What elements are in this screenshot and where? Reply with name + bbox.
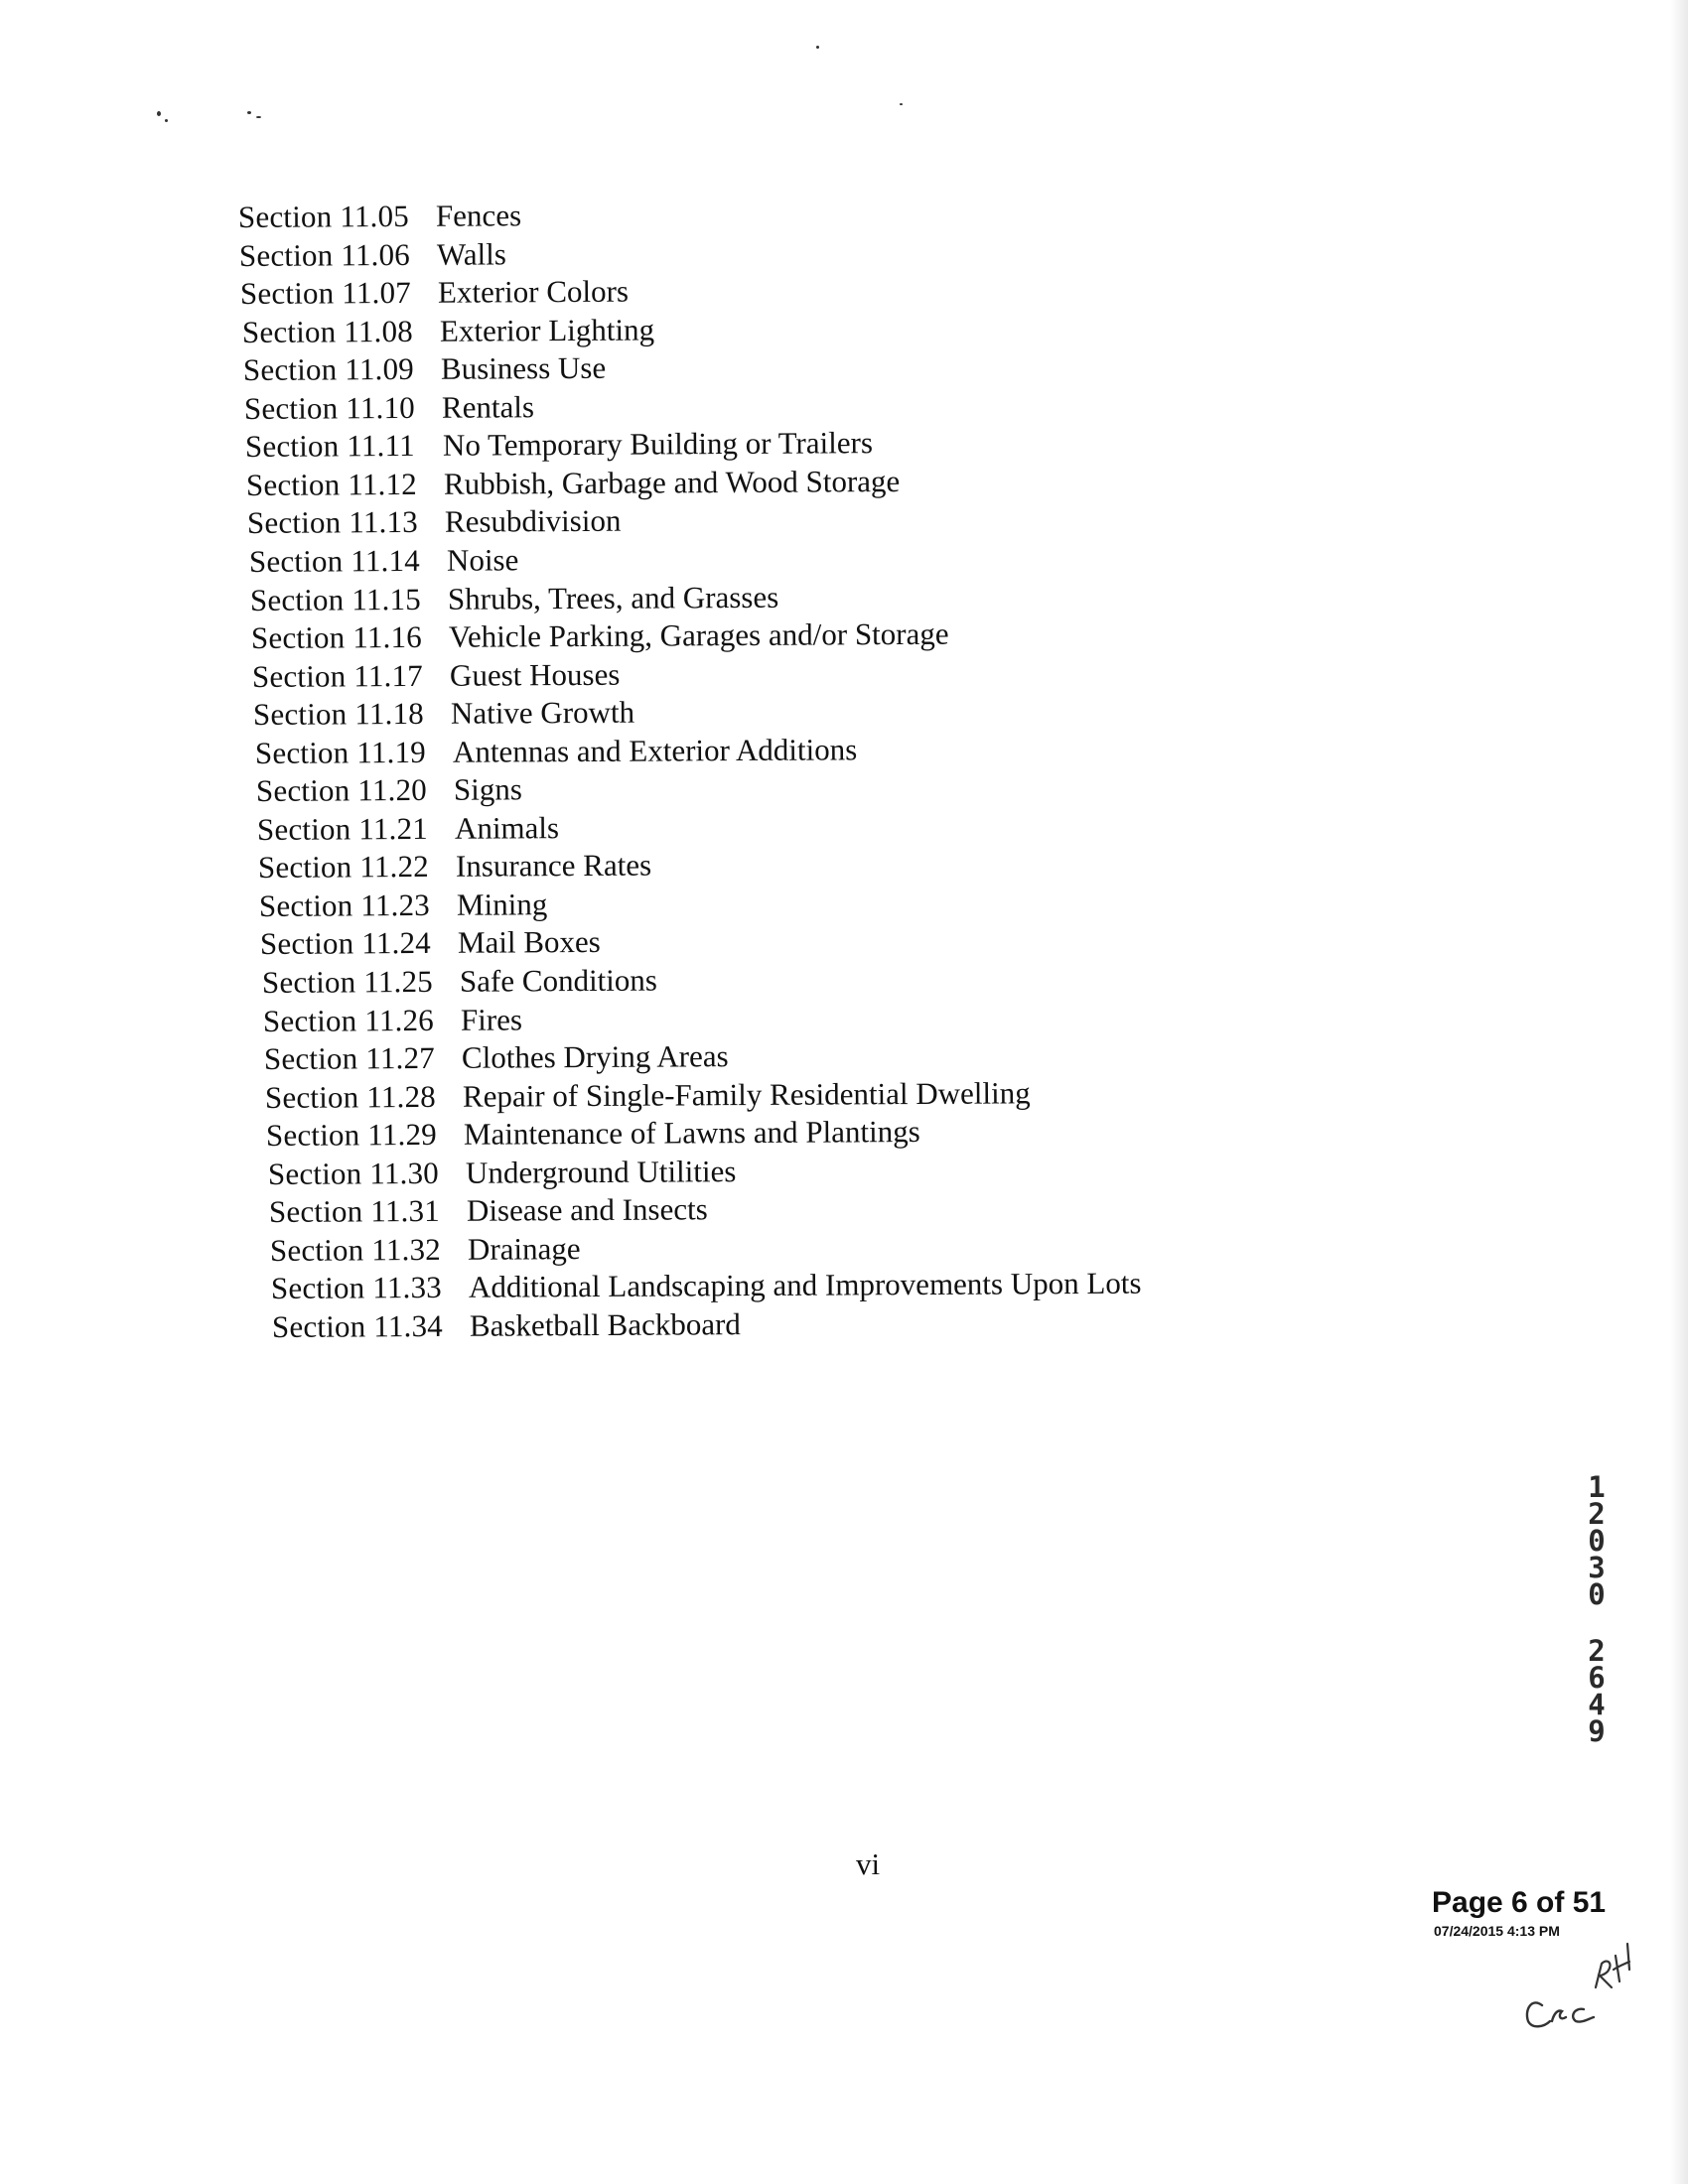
handwritten-initials-signature	[1504, 1926, 1643, 2035]
section-number: Section 11.26	[262, 1002, 434, 1038]
section-number: Section 11.15	[249, 581, 421, 617]
page-count-label: Page 6 of 51	[1432, 1886, 1607, 1919]
stamp-digit: 0	[1588, 1577, 1606, 1611]
section-number: Section 11.10	[243, 389, 415, 426]
section-number: Section 11.29	[266, 1117, 438, 1154]
section-number: Section 11.30	[267, 1155, 439, 1191]
section-title: Vehicle Parking, Garages and/or Storage	[448, 615, 949, 654]
section-title: Basketball Backboard	[470, 1306, 742, 1343]
section-number: Section 11.16	[250, 618, 423, 656]
stamp-digit: 3	[1588, 1551, 1606, 1584]
stamp-digit: 1	[1588, 1470, 1606, 1504]
recording-timestamp: 07/24/2015 4:13 PM	[1434, 1923, 1560, 1939]
section-title: Fires	[460, 1001, 522, 1037]
section-title: Exterior Colors	[438, 273, 630, 310]
section-number: Section 11.18	[253, 696, 425, 733]
section-title: No Temporary Building or Trailers	[442, 425, 874, 464]
section-title: Disease and Insects	[466, 1191, 708, 1229]
section-number: Section 11.17	[252, 657, 424, 694]
section-title: Mail Boxes	[458, 924, 602, 961]
section-number: Section 11.24	[260, 925, 432, 962]
section-title: Resubdivision	[445, 503, 622, 540]
section-title: Mining	[457, 887, 548, 922]
section-number: Section 11.09	[242, 351, 414, 388]
stamp-digit: 0	[1588, 1524, 1606, 1558]
section-title: Rentals	[441, 388, 534, 425]
section-number: Section 11.08	[241, 313, 413, 349]
section-title: Native Growth	[451, 694, 635, 731]
section-number: Section 11.20	[255, 772, 427, 809]
stamp-digit: 4	[1588, 1688, 1606, 1721]
section-number: Section 11.14	[248, 542, 420, 579]
stamp-digit: 2	[1588, 1497, 1606, 1531]
section-number: Section 11.32	[269, 1231, 441, 1268]
stamp-digit: 2	[1588, 1634, 1606, 1668]
section-number: Section 11.12	[246, 466, 418, 502]
section-number: Section 11.13	[247, 504, 419, 541]
section-title: Maintenance of Lawns and Plantings	[464, 1114, 921, 1152]
section-number: Section 11.33	[270, 1270, 443, 1306]
section-title: Clothes Drying Areas	[461, 1038, 729, 1075]
section-title: Rubbish, Garbage and Wood Storage	[444, 463, 901, 501]
section-title: Noise	[446, 542, 519, 578]
section-number: Section 11.06	[239, 236, 411, 273]
section-title: Animals	[454, 809, 560, 846]
section-title: Guest Houses	[450, 656, 621, 693]
section-title: Underground Utilities	[465, 1153, 736, 1190]
section-title: Shrubs, Trees, and Grasses	[447, 579, 779, 616]
section-number: Section 11.05	[237, 198, 410, 234]
section-number: Section 11.19	[254, 734, 426, 770]
section-title: Walls	[437, 235, 507, 272]
section-number: Section 11.07	[240, 275, 412, 312]
recording-number-stamp	[1582, 1470, 1612, 1748]
section-number: Section 11.31	[268, 1193, 440, 1230]
stamp-digit: 9	[1588, 1714, 1606, 1748]
section-title: Exterior Lighting	[439, 312, 654, 348]
section-number: Section 11.21	[256, 810, 428, 847]
section-number: Section 11.11	[244, 428, 415, 465]
section-title: Drainage	[467, 1230, 581, 1267]
section-title: Business Use	[440, 349, 607, 386]
section-title: Repair of Single-Family Residential Dwelling	[463, 1074, 1031, 1114]
section-title: Safe Conditions	[459, 962, 657, 999]
section-number: Section 11.27	[263, 1040, 435, 1077]
section-number: Section 11.25	[261, 963, 433, 1000]
section-number: Section 11.23	[259, 887, 431, 923]
section-number: Section 11.34	[272, 1307, 444, 1344]
section-number: Section 11.28	[265, 1078, 437, 1115]
section-number: Section 11.22	[257, 849, 430, 886]
page-number: vi	[856, 1846, 881, 1881]
section-title: Additional Landscaping and Improvements Upon Lots	[468, 1266, 1142, 1305]
section-title: Signs	[453, 771, 522, 808]
section-title: Antennas and Exterior Additions	[452, 731, 857, 769]
section-title: Insurance Rates	[455, 847, 652, 885]
stamp-digit: 6	[1588, 1661, 1606, 1695]
section-title: Fences	[435, 198, 522, 233]
